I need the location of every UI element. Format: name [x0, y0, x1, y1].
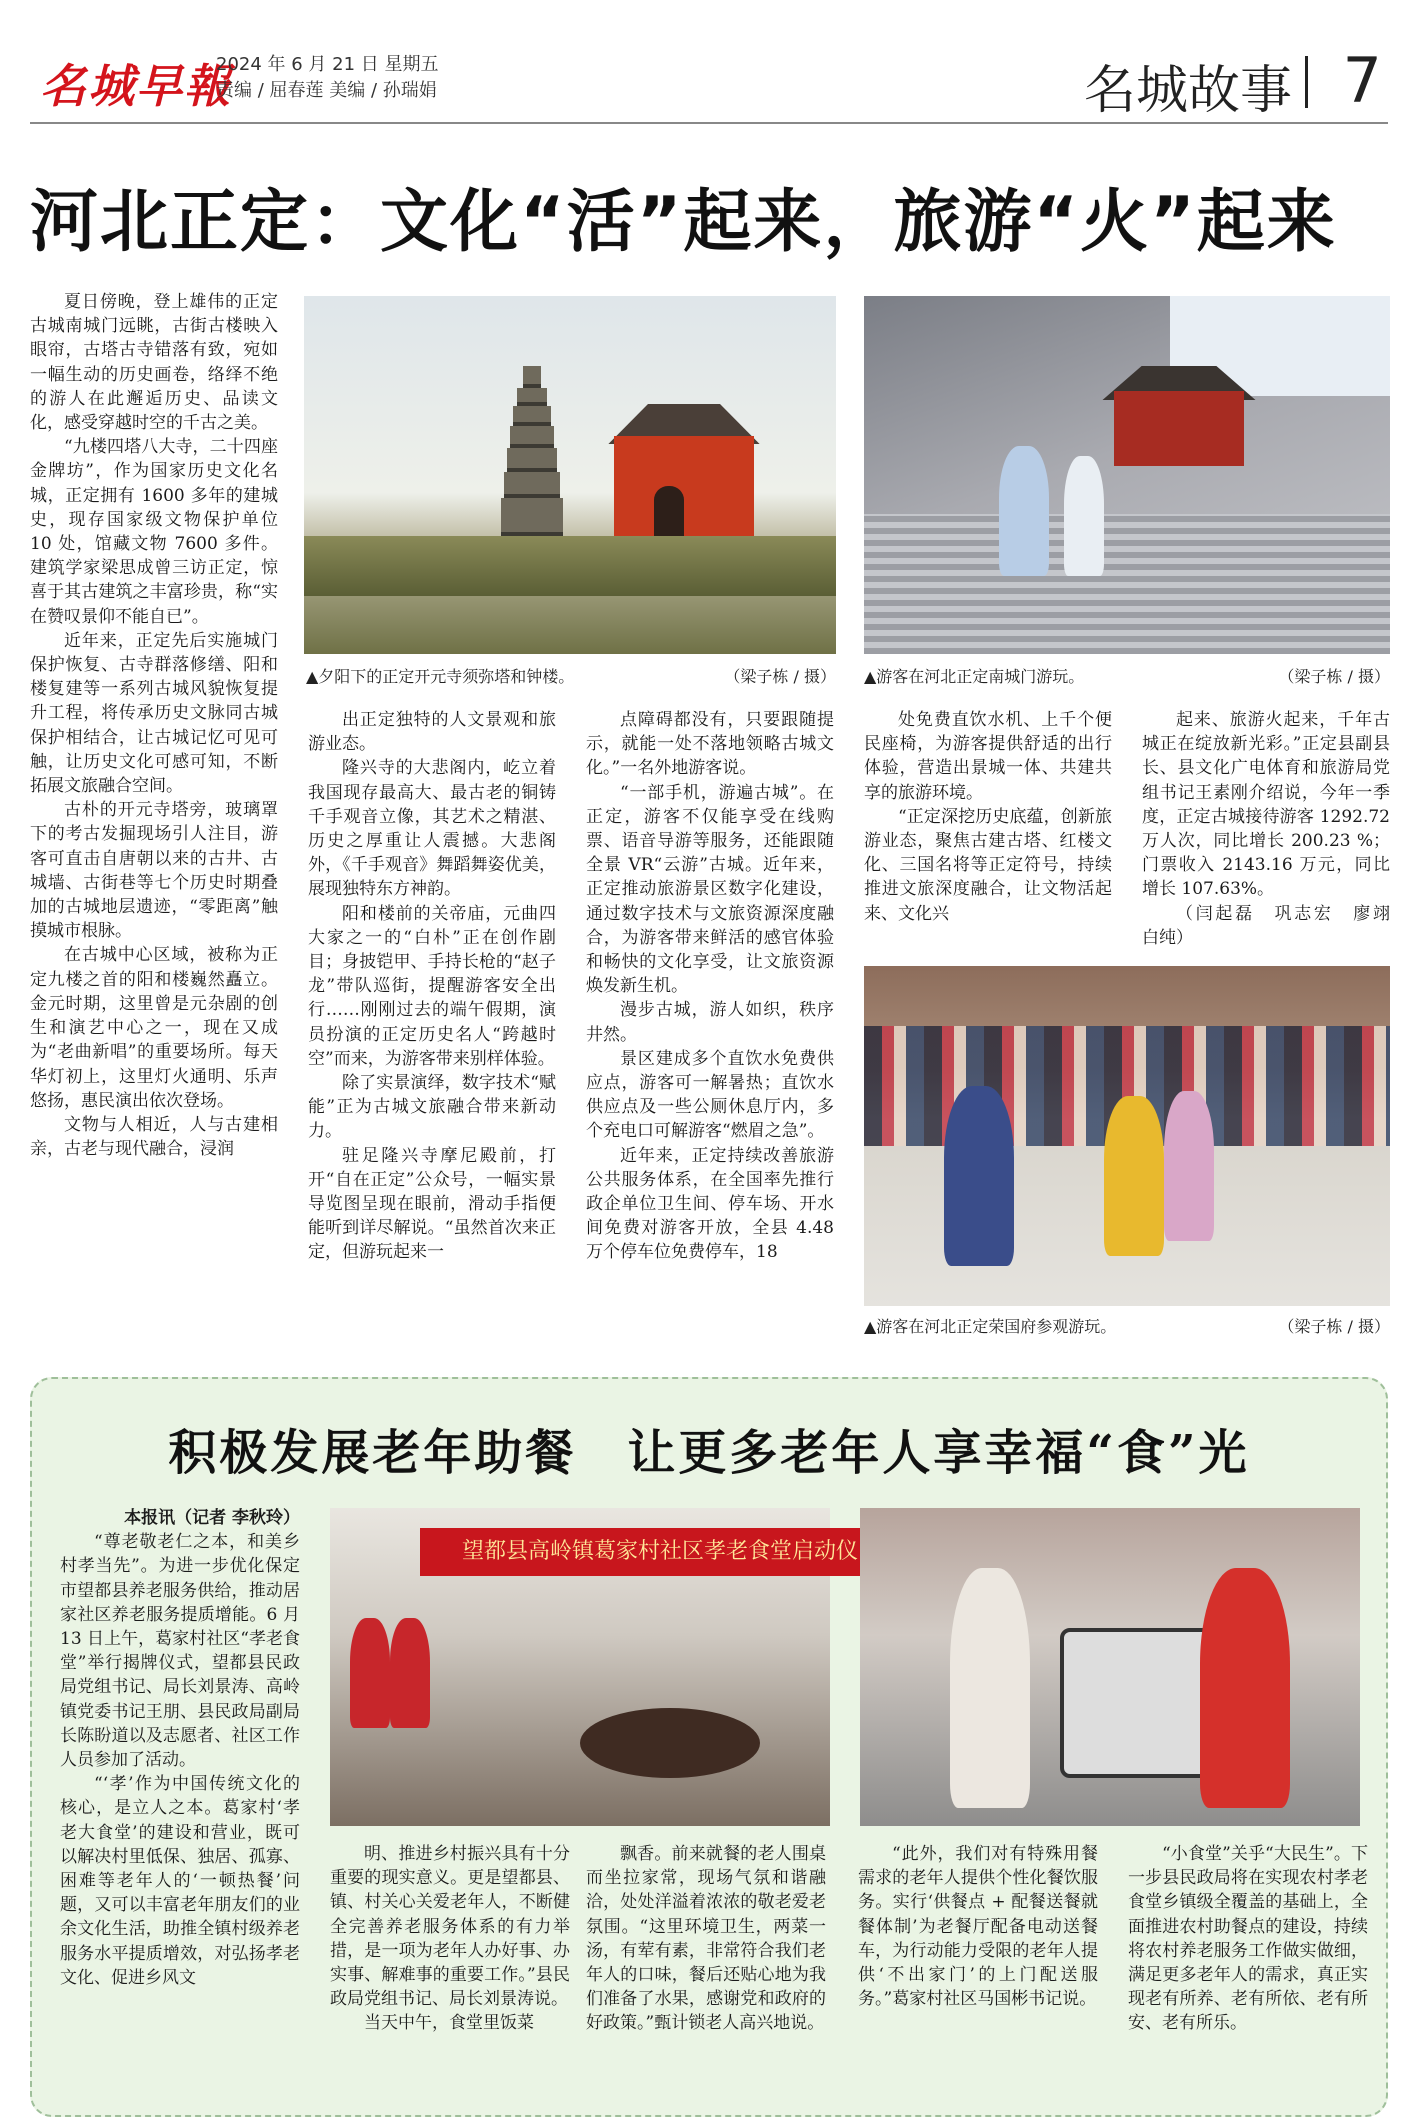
photo-meal-delivery — [860, 1508, 1360, 1826]
caption-1-text: ▲夕阳下的正定开元寺须弥塔和钟楼。 — [306, 667, 575, 686]
photo-canteen-opening — [330, 1508, 858, 1826]
photo-pagoda-bell-tower — [304, 296, 836, 654]
story1-column-2 — [308, 708, 556, 1338]
paragraph: 明、推进乡村振兴具有十分重要的现实意义。更是望都县、镇、村关心关爱老年人，不断健全完善养老服务体系的有力举措，是一项为老年人办好事、办实事、解难事的重要工作。”县民政局党组书记、局长刘景涛说。 — [330, 1844, 570, 2010]
newspaper-logo: 名城早報 — [40, 59, 232, 113]
story2-column-3 — [586, 1842, 826, 2092]
paragraph: “一部手机，游遍古城”。在正定，游客不仅能享受在线购票、语音导游等服务，还能跟随全景 VR“云游”古城。近年来，正定推动旅游景区数字化建设，通过数字技术与文旅资源深度融合，为游客带来鲜活的感官体验和畅快的文化享受，让文旅资源焕发新生机。 — [586, 782, 834, 997]
caption-1-credit: （梁子栋 / 摄） — [724, 667, 836, 686]
story2-column-2 — [330, 1842, 570, 2092]
paragraph: “‘孝’作为中国传统文化的核心，是立人之本。葛家村‘孝老大食堂’的建设和营业，既可以解决村里低保、独居、孤寡、困难等老年人的‘一顿热餐’问题，又可以丰富老年朋友们的业余文化生活，助推全镇村级养老服务水平提质增效，对弘扬孝老文化、促进乡风文 — [60, 1774, 300, 1988]
paragraph: 处免费直饮水机、上千个便民座椅，为游客提供舒适的出行体验，营造出景城一体、共建共享的旅游环境。 — [864, 710, 1112, 803]
photo-south-gate-wall — [864, 296, 1390, 654]
paragraph: 飘香。前来就餐的老人围桌而坐拉家常，现场气氛和谐融洽，处处洋溢着浓浓的敬老爱老氛围。“这里环境卫生，两菜一汤，有荤有素，非常符合我们老年人的口味，餐后还贴心地为我们准备了水果，感谢党和政府的好政策。”甄计锁老人高兴地说。 — [586, 1844, 826, 2034]
paragraph: 夏日傍晚，登上雄伟的正定古城南城门远眺，古街古楼映入眼帘，古塔古寺错落有致，宛如一幅生动的历史画卷，络绎不绝的游人在此邂逅历史、品读文化，感受穿越时空的千古之美。 — [30, 292, 278, 434]
story1-headline: 河北正定：文化“活”起来，旅游“火”起来 — [30, 183, 1337, 262]
story1-column-3 — [586, 708, 834, 1338]
issue-date: 2024 年 6 月 21 日 星期五 — [216, 54, 439, 75]
paragraph: 古朴的开元寺塔旁，玻璃罩下的考古发掘现场引人注目，游客可直击自唐朝以来的古井、古城墙、古街巷等七个历史时期叠加的古城地层遗迹，“零距离”触摸城市根脉。 — [30, 800, 278, 942]
paragraph: 起来、旅游火起来，千年古城正在绽放新光彩。”正定县副县长、县文化广电体育和旅游局党组书记王素刚介绍说，今年一季度，正定古城接待游客 1292.72 万人次，同比增长 200.23 %；门票收入 2143.16 万元，同比增长 107.63%。 — [1142, 710, 1390, 900]
paragraph: 文物与人相近，人与古建相亲，古老与现代融合，浸润 — [30, 1114, 278, 1160]
paragraph: “尊老敬老仁之本，和美乡村孝当先”。为进一步优化保定市望都县养老服务供给，推动居家社区养老服务提质增能。6 月 13 日上午，葛家村社区“孝老食堂”举行揭牌仪式，望都县民政局党组书记、局长刘景涛、高岭镇党委书记王朋、县民政局副局长陈盼道以及志愿者、社区工作人员参加了活动。 — [60, 1532, 300, 1771]
caption-1 — [306, 664, 836, 687]
paragraph: 出正定独特的人文景观和旅游业态。 — [308, 710, 556, 755]
caption-3-text: ▲游客在河北正定荣国府参观游玩。 — [864, 1317, 1117, 1336]
paragraph: 阳和楼前的关帝庙，元曲四大家之一的“白朴”正在创作剧目；身披铠甲、手持长枪的“赵子龙”带队巡街，提醒游客安全出行……刚刚过去的端午假期，演员扮演的正定历史名人“跨越时空”而来，为游客带来别样体验。 — [308, 903, 556, 1069]
caption-3-credit: （梁子栋 / 摄） — [1278, 1317, 1390, 1336]
paragraph: “此外，我们对有特殊用餐需求的老年人提供个性化餐饮服务。实行‘供餐点 + 配餐送餐就餐体制’为老餐厅配备电动送餐车，为行动能力受限的老年人提供‘不出家门’的上门配送服务。”葛家村社区马国彬书记说。 — [858, 1844, 1098, 2010]
paragraph: 近年来，正定先后实施城门保护恢复、古寺群落修缮、阳和楼复建等一系列古城风貌恢复提升工程，将传承历史文脉同古城保护相结合，让古城记忆可见可触，让历史文化可感可知，不断拓展文旅融合空间。 — [30, 630, 278, 797]
story1-column-5 — [1142, 708, 1407, 948]
paragraph: 当天中午，食堂里饭菜 — [364, 2013, 534, 2034]
paragraph: 点障碍都没有，只要跟随提示，就能一处不落地领略古城文化。”一名外地游客说。 — [586, 710, 834, 779]
paragraph: “正定深挖历史底蕴，创新旅游业态，聚焦古建古塔、红楼文化、三国名将等正定符号，持续推进文旅深度融合，让文物活起来、文化兴 — [864, 806, 1112, 924]
paragraph: “九楼四塔八大寺，二十四座金牌坊”，作为国家历史文化名城，正定拥有 1600 多年的建城史，现存国家级文物保护单位 10 处，馆藏文物 7600 多件。建筑学家梁思成曾三访正定，惊喜于其古建筑之丰富珍贵，称“实在赞叹景仰不能自已”。 — [30, 437, 278, 627]
canteen-banner: 望都县高岭镇葛家村社区孝老食堂启动仪 — [420, 1528, 900, 1576]
story2-column-1 — [60, 1506, 300, 2096]
editors: 责编 / 屈春莲 美编 / 孙瑞娟 — [216, 80, 437, 101]
page-number: 7 — [1342, 44, 1382, 117]
masthead-divider — [1305, 56, 1308, 108]
story2-column-5 — [1128, 1842, 1368, 2092]
story2-column-4 — [858, 1842, 1098, 2092]
paragraph: 除了实景演绎，数字技术“赋能”正为古城文旅融合带来新动力。 — [308, 1073, 556, 1142]
masthead — [30, 46, 1388, 120]
caption-2-text: ▲游客在河北正定南城门游玩。 — [864, 667, 1085, 686]
caption-2-credit: （梁子栋 / 摄） — [1278, 667, 1390, 686]
story2-column-1-body — [60, 1530, 300, 1990]
section-title: 名城故事 — [1083, 61, 1292, 121]
story2-headline: 积极发展老年助餐 让更多老年人享幸福“食”光 — [168, 1425, 1250, 1481]
paragraph: 驻足隆兴寺摩尼殿前，打开“自在正定”公众号，一幅实景导览图呈现在眼前，滑动手指便能听到详尽解说。“虽然首次来正定，但游玩起来一 — [308, 1145, 556, 1263]
paragraph: “小食堂”关乎“大民生”。下一步县民政局将在实现农村孝老食堂乡镇级全覆盖的基础上，全面推进农村助餐点的建设，持续将农村养老服务工作做实做细，满足更多老年人的需求，真正实现老有所养、老有所依、老有所安、老有所乐。 — [1128, 1844, 1368, 2034]
story1-column-1 — [30, 290, 278, 1330]
paragraph: 隆兴寺的大悲阁内，屹立着我国现存最高大、最古老的铜铸千手观音立像，其艺术之精湛、历史之厚重让人震撼。大悲阁外，《千手观音》舞蹈舞姿优美，展现独特东方神韵。 — [308, 758, 556, 900]
paragraph: 近年来，正定持续改善旅游公共服务体系，在全国率先推行政企单位卫生间、停车场、开水间免费对游客开放，全县 4.48 万个停车位免费停车，18 — [586, 1145, 834, 1263]
masthead-rule — [30, 122, 1388, 124]
paragraph: 在古城中心区域，被称为正定九楼之首的阳和楼巍然矗立。金元时期，这里曾是元杂剧的创生和演艺中心之一，现在又成为“老曲新唱”的重要场所。每天华灯初上，这里灯火通明、乐声悠扬，惠民演出依次登场。 — [30, 945, 278, 1111]
caption-3 — [864, 1314, 1390, 1337]
paragraph: （闫起磊 巩志宏 廖翊 白纯） — [1142, 903, 1407, 948]
story1-column-4 — [864, 708, 1112, 948]
story2-byline: 本报讯（记者 李秋玲） — [124, 1508, 300, 1528]
paragraph: 景区建成多个直饮水免费供应点，游客可一解暑热；直饮水供应点及一些公厕休息厅内，多个充电口可解游客“燃眉之急”。 — [586, 1048, 834, 1142]
paragraph: 漫步古城，游人如织，秩序井然。 — [586, 1000, 834, 1045]
photo-rongguo-mansion-performance — [864, 966, 1390, 1306]
caption-2 — [864, 664, 1390, 687]
